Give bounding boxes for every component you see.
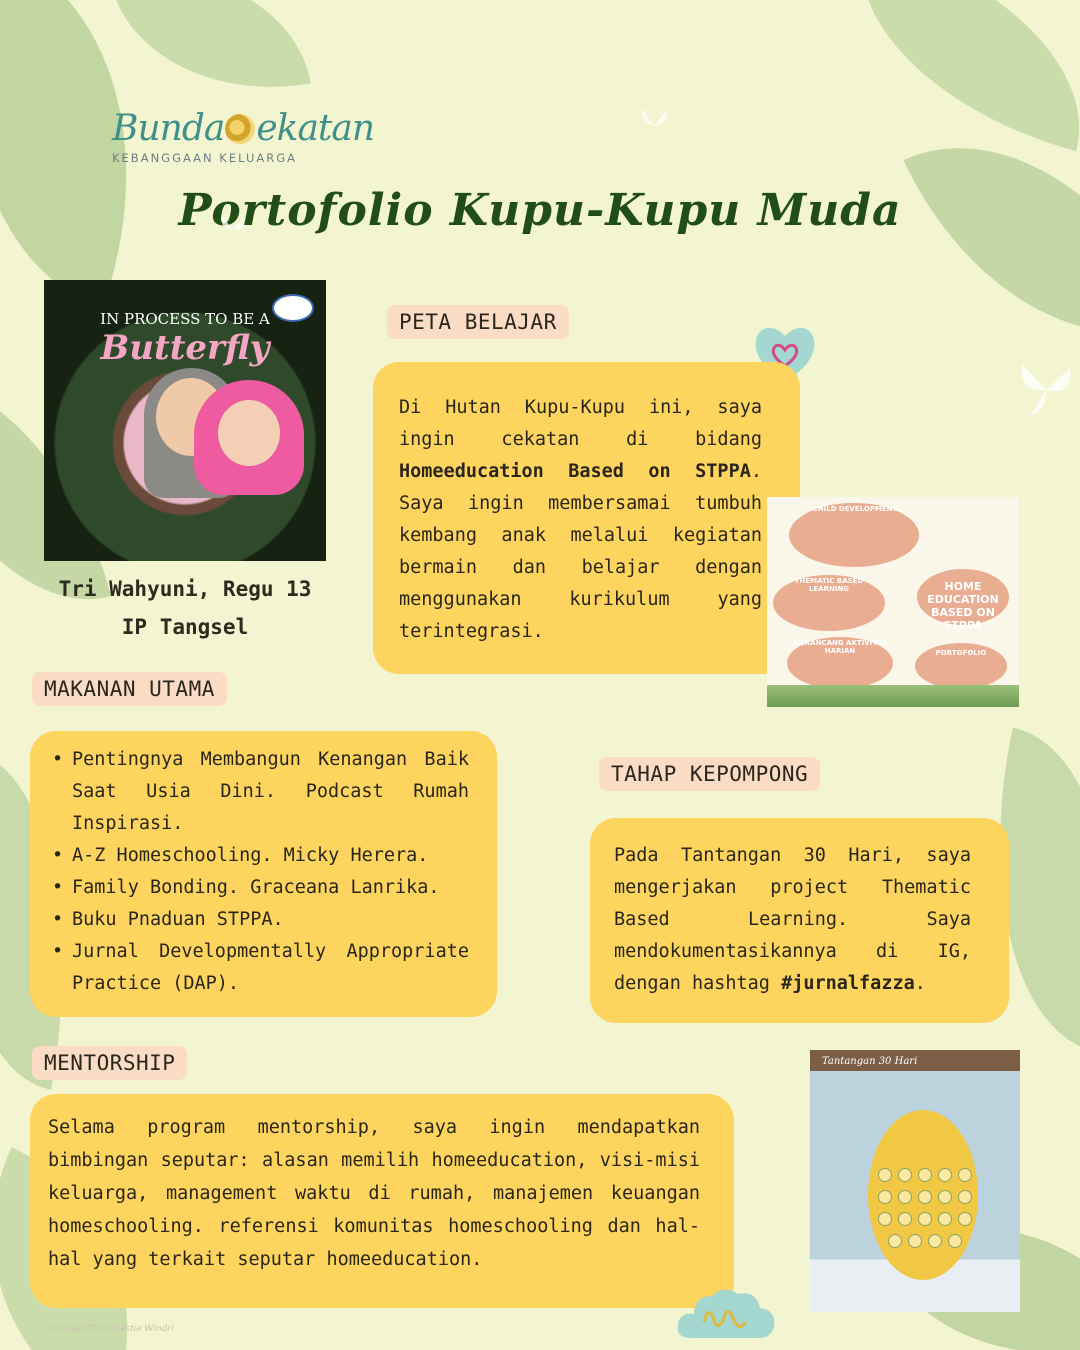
poster-title: Tantangan 30 Hari	[822, 1056, 918, 1067]
mindmap-node-label: CHILD DEVELOPMENT	[812, 505, 898, 513]
poster-dot	[958, 1190, 972, 1204]
peta-belajar-label: PETA BELAJAR	[387, 305, 569, 339]
challenge-poster	[810, 1050, 1020, 1312]
tahap-kepompong-text-end: .	[914, 973, 926, 994]
logo-circle-icon	[225, 114, 255, 144]
mindmap-center: HOME EDUCATION BASED ON STPPA	[917, 569, 1009, 625]
mindmap-grass	[767, 685, 1019, 707]
poster-dot	[888, 1234, 902, 1248]
butterfly-icon	[220, 214, 246, 244]
poster-dot	[878, 1212, 892, 1226]
poster-dot	[898, 1212, 912, 1226]
poster-dot	[918, 1168, 932, 1182]
photo-badge-icon	[272, 294, 314, 322]
photo-caption-top: IN PROCESS TO BE A	[100, 310, 270, 328]
mindmap-node-label: THEMATIC BASED LEARNING	[794, 577, 864, 593]
logo-wordmark	[112, 108, 412, 149]
poster-dot	[878, 1168, 892, 1182]
profile-info	[40, 570, 330, 646]
makanan-utama-card	[30, 731, 497, 1017]
mindmap-illustration	[767, 497, 1019, 707]
tahap-kepompong-hashtag: #jurnalfazza	[781, 973, 915, 994]
illustration-credit: Ilustrasi Oleh: Hastia Windri	[48, 1324, 174, 1334]
list-item: • Family Bonding. Graceana Lanrika.	[50, 872, 469, 904]
tahap-kepompong-label: TAHAP KEPOMPONG	[599, 757, 820, 791]
poster-dot	[918, 1212, 932, 1226]
mindmap-node-label: PORTOFOLIO	[935, 649, 987, 657]
poster-dot	[908, 1234, 922, 1248]
makanan-utama-label: MAKANAN UTAMA	[32, 672, 227, 706]
page-title: Portofolio Kupu-Kupu Muda	[178, 185, 902, 236]
logo-brand-part2: ekatan	[256, 108, 375, 149]
mentorship-card	[30, 1094, 734, 1308]
list-item: • Pentingnya Membangun Kenangan Baik Saat Usia Dini. Podcast Rumah Inspirasi.	[50, 744, 469, 840]
poster-dot	[918, 1190, 932, 1204]
poster-dot	[928, 1234, 942, 1248]
poster-dot	[948, 1234, 962, 1248]
poster-dot	[878, 1190, 892, 1204]
cloud-icon	[676, 1282, 776, 1340]
tahap-kepompong-card	[590, 818, 1009, 1023]
list-item: • A-Z Homeschooling. Micky Herera.	[50, 840, 469, 872]
profile-photo	[44, 280, 326, 561]
poster-dot	[938, 1168, 952, 1182]
mentorship-label: MENTORSHIP	[32, 1046, 187, 1080]
poster-dot	[958, 1168, 972, 1182]
peta-belajar-text-highlight: Homeeducation Based on STPPA	[399, 461, 751, 482]
butterfly-icon	[1016, 358, 1076, 422]
leaf-decoration	[109, 0, 311, 115]
profile-location: IP Tangsel	[121, 615, 249, 639]
person-child-face	[218, 400, 280, 466]
poster-dot	[898, 1190, 912, 1204]
peta-belajar-text-end: . Saya ingin membersamai tumbuh kembang anak melalui kegiatan bermain dan belajar dengan menggunakan kurikulum yang terintegrasi.	[399, 461, 762, 642]
tahap-kepompong-text-start: Pada Tantangan 30 Hari, saya mengerjakan project Thematic Based Learning. Saya mendokumentasikannya di IG, dengan hashtag	[614, 845, 971, 994]
peta-belajar-card	[373, 362, 800, 674]
poster-dot	[938, 1190, 952, 1204]
mindmap-node-label: MERANCANG AKTIVITAS HARIAN	[793, 639, 887, 655]
makanan-utama-list	[50, 744, 469, 1000]
mentorship-text: Selama program mentorship, saya ingin mendapatkan bimbingan seputar: alasan memilih homeeducation, visi-misi keluarga, management waktu di rumah, manajemen keuangan homeschooling. referensi komunitas homeschooling dan hal-hal yang terkait seputar homeeducation.	[48, 1117, 700, 1270]
brand-logo	[112, 108, 412, 178]
leaf-decoration	[825, 0, 1080, 151]
tahap-kepompong-text	[614, 840, 971, 1000]
logo-tagline: KEBANGGAAN KELUARGA	[112, 151, 297, 165]
poster-dot	[938, 1212, 952, 1226]
profile-name: Tri Wahyuni, Regu 13	[58, 577, 312, 601]
list-item: • Buku Pnaduan STPPA.	[50, 904, 469, 936]
poster-dot	[898, 1168, 912, 1182]
peta-belajar-text	[399, 392, 762, 648]
logo-brand-part1: Bunda	[112, 108, 225, 149]
poster-dot	[958, 1212, 972, 1226]
peta-belajar-text-start: Di Hutan Kupu-Kupu ini, saya ingin cekatan di bidang	[399, 397, 762, 450]
list-item: • Jurnal Developmentally Appropriate Practice (DAP).	[50, 936, 469, 1000]
butterfly-icon	[640, 104, 668, 148]
photo-caption-main: Butterfly	[100, 328, 270, 368]
